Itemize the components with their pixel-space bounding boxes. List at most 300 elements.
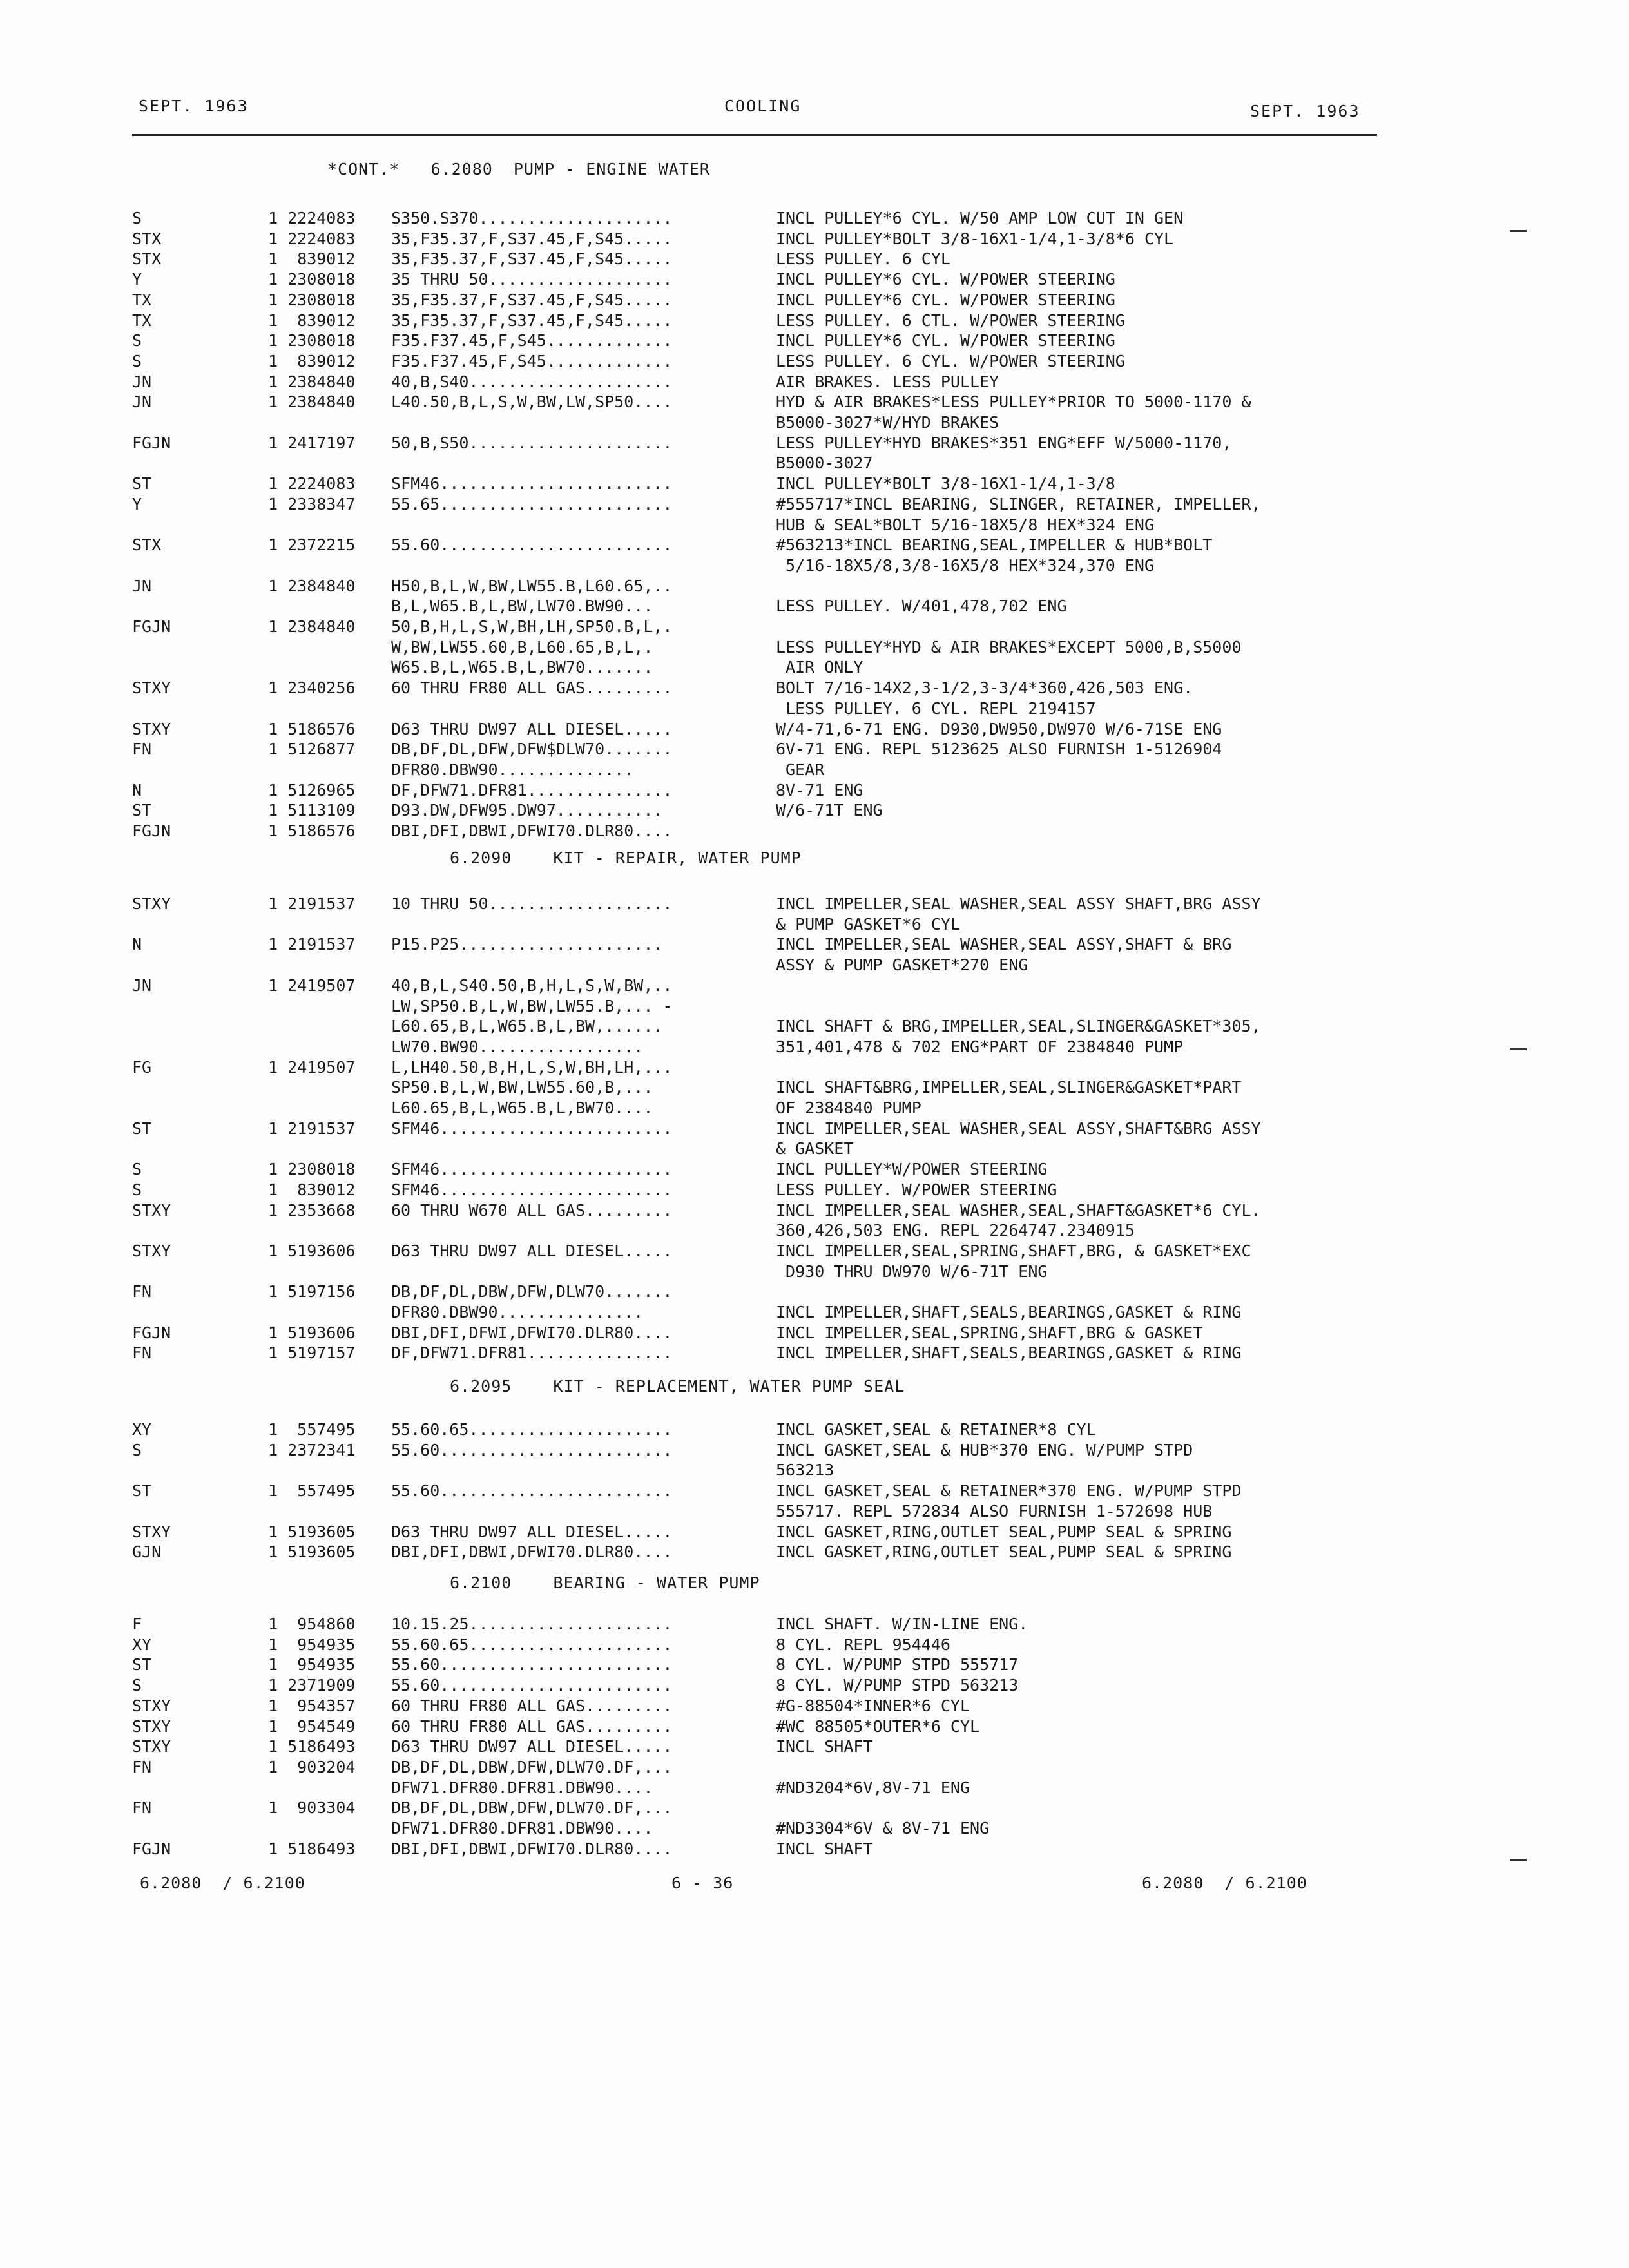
table-row [132,1818,1376,1839]
usage-code: FGJN [132,1323,171,1342]
part-number: 1 2191537 [268,894,356,913]
description: INCL IMPELLER,SEAL WASHER,SEAL ASSY,SHAFT & BRG [776,935,1232,954]
usage-code: XY [132,1420,152,1439]
model-range: 55.60.65..................... [391,1420,673,1439]
description: W/6-71T ENG [776,801,883,820]
model-range: DF,DFW71.DFR81............... [391,1343,673,1362]
model-range: L40.50,B,L,S,W,BW,LW,SP50.... [391,392,673,411]
description: ASSY & PUMP GASKET*270 ENG [776,956,1028,974]
model-range: D63 THRU DW97 ALL DIESEL..... [391,720,673,738]
table-row [132,1180,1376,1200]
part-number: 1 839012 [268,352,356,370]
usage-code: ST [132,801,152,820]
usage-code: N [132,781,142,800]
part-number: 1 2371909 [268,1676,356,1695]
part-number: 1 2340256 [268,678,356,697]
part-number: 1 5186576 [268,822,356,840]
part-number: 1 2372341 [268,1441,356,1459]
description: 5/16-18X5/8,3/8-16X5/8 HEX*324,370 ENG [776,556,1154,575]
part-number: 1 5193605 [268,1523,356,1541]
table-row [132,1119,1376,1139]
table-row [132,208,1376,229]
model-range: 55.60........................ [391,1655,673,1674]
part-number: 1 5126877 [268,740,356,758]
description: B5000-3027*W/HYD BRAKES [776,413,999,432]
table-row [132,1098,1376,1119]
description: GEAR [776,760,825,779]
table-row [132,1343,1376,1363]
model-range: 60 THRU FR80 ALL GAS......... [391,678,673,697]
part-number: 1 2417197 [268,434,356,452]
part-number: 1 2191537 [268,935,356,954]
part-number: 1 2419507 [268,1058,356,1077]
description: INCL SHAFT&BRG,IMPELLER,SEAL,SLINGER&GASKET*PART [776,1078,1242,1097]
model-range: DBI,DFI,DBWI,DFWI70.DLR80.... [391,1840,673,1858]
model-range: L60.65,B,L,W65.B,L,BW,...... [391,1017,663,1035]
model-range: D63 THRU DW97 ALL DIESEL..... [391,1737,673,1756]
description: #ND3204*6V,8V-71 ENG [776,1778,970,1797]
description: INCL SHAFT. W/IN-LINE ENG. [776,1615,1028,1633]
description: & GASKET [776,1139,854,1158]
description: INCL IMPELLER,SEAL WASHER,SEAL,SHAFT&GASKET*6 CYL. [776,1201,1261,1220]
table-row [132,474,1376,494]
description: 351,401,478 & 702 ENG*PART OF 2384840 PUMP [776,1037,1184,1056]
usage-code: STXY [132,678,171,697]
part-number: 1 954935 [268,1655,356,1674]
footer-page-number: 6 - 36 [671,1874,734,1892]
model-range: 10 THRU 50................... [391,894,673,913]
part-number: 1 2224083 [268,474,356,493]
table-row [132,1481,1376,1501]
model-range: 55.60........................ [391,535,673,554]
usage-code: JN [132,392,152,411]
usage-code: FN [132,740,152,758]
model-range: 55.65........................ [391,495,673,514]
table-row [132,1220,1376,1241]
part-number: 1 2353668 [268,1201,356,1220]
part-number: 1 2338347 [268,495,356,514]
model-range: 35,F35.37,F,S37.45,F,S45..... [391,249,673,268]
footer-right: 6.2080 / 6.2100 [1142,1874,1307,1892]
usage-code: FGJN [132,434,171,452]
part-number: 1 5193606 [268,1242,356,1260]
model-range: DBI,DFI,DBWI,DFWI70.DLR80.... [391,1542,673,1561]
model-range: DB,DF,DL,DBW,DFW,DLW70....... [391,1282,673,1301]
usage-code: JN [132,577,152,595]
part-number: 1 903204 [268,1758,356,1776]
model-range: SP50.B,L,W,BW,LW55.60,B,... [391,1078,653,1097]
usage-code: FN [132,1343,152,1362]
table-row [132,433,1376,454]
description: INCL PULLEY*6 CYL. W/POWER STEERING [776,270,1115,289]
margin-dash-mark [1510,1048,1527,1050]
part-number: 1 2384840 [268,617,356,636]
model-range: SFM46........................ [391,1180,673,1199]
description: 8 CYL. REPL 954446 [776,1635,950,1654]
model-range: 10.15.25..................... [391,1615,673,1633]
part-number: 1 2384840 [268,577,356,595]
description: INCL IMPELLER,SEAL WASHER,SEAL ASSY SHAFT,BRG ASSY [776,894,1261,913]
description: LESS PULLEY*HYD & AIR BRAKES*EXCEPT 5000,B,S5000 [776,638,1242,657]
usage-code: S [132,1160,142,1178]
table-row [132,1696,1376,1716]
table-row [132,739,1376,760]
description: 6V-71 ENG. REPL 5123625 ALSO FURNISH 1-5126904 [776,740,1222,758]
table-row [132,229,1376,249]
usage-code: STXY [132,1201,171,1220]
usage-code: XY [132,1635,152,1654]
usage-code: ST [132,1655,152,1674]
description: #563213*INCL BEARING,SEAL,IMPELLER & HUB*BOLT [776,535,1213,554]
table-row [132,249,1376,269]
table-row [132,290,1376,311]
model-range: 35,F35.37,F,S37.45,F,S45..... [391,311,673,330]
usage-code: S [132,1676,142,1695]
model-range: 55.60........................ [391,1481,673,1500]
table-row [132,555,1376,576]
usage-code: STXY [132,1242,171,1260]
table-row [132,1440,1376,1461]
table-row [132,955,1376,975]
description: INCL GASKET,SEAL & HUB*370 ENG. W/PUMP STPD [776,1441,1193,1459]
usage-code: S [132,352,142,370]
usage-code: F [132,1615,142,1633]
table-row [132,1778,1376,1798]
description: INCL IMPELLER,SEAL,SPRING,SHAFT,BRG & GASKET [776,1323,1203,1342]
table-row [132,331,1376,351]
usage-code: FGJN [132,822,171,840]
table-row [132,1460,1376,1481]
usage-code: STX [132,249,162,268]
model-range: W65.B,L,W65.B,L,BW70....... [391,658,653,677]
table-row [132,1262,1376,1282]
part-number: 1 954357 [268,1696,356,1715]
table-row [132,1614,1376,1635]
description: D930 THRU DW970 W/6-71T ENG [776,1262,1048,1281]
model-range: DFR80.DBW90............... [391,1303,644,1321]
usage-code: FN [132,1758,152,1776]
model-range: 55.60........................ [391,1441,673,1459]
model-range: 55.60.65..................... [391,1635,673,1654]
table-row [132,1419,1376,1440]
usage-code: STX [132,535,162,554]
table-row [132,1016,1376,1037]
model-range: W,BW,LW55.60,B,L60.65,B,L,. [391,638,653,657]
model-range: DB,DF,DL,DBW,DFW,DLW70.DF,... [391,1798,673,1817]
model-range: 35,F35.37,F,S37.45,F,S45..... [391,291,673,309]
description: HYD & AIR BRAKES*LESS PULLEY*PRIOR TO 5000-1170 & [776,392,1251,411]
section-heading: 6.2100 BEARING - WATER PUMP [450,1573,760,1592]
table-row [132,1159,1376,1180]
usage-code: STXY [132,1523,171,1541]
description: & PUMP GASKET*6 CYL [776,915,960,934]
table-row [132,800,1376,821]
part-number: 1 5113109 [268,801,356,820]
part-number: 1 2308018 [268,291,356,309]
usage-code: TX [132,311,152,330]
description: LESS PULLEY. 6 CYL [776,249,950,268]
table-row [132,1757,1376,1778]
table-row [132,269,1376,290]
description: AIR BRAKES. LESS PULLEY [776,372,999,391]
model-range: F35.F37.45,F,S45............. [391,352,673,370]
usage-code: ST [132,474,152,493]
part-number: 1 2372215 [268,535,356,554]
part-number: 1 954935 [268,1635,356,1654]
model-range: 50,B,S50..................... [391,434,673,452]
model-range: 55.60........................ [391,1676,673,1695]
description: INCL PULLEY*6 CYL. W/50 AMP LOW CUT IN GEN [776,209,1184,227]
description: 555717. REPL 572834 ALSO FURNISH 1-572698 HUB [776,1502,1213,1521]
usage-code: STXY [132,1717,171,1736]
part-number: 1 2308018 [268,331,356,350]
usage-code: STX [132,229,162,248]
table-row [132,1798,1376,1818]
part-number: 1 5126965 [268,781,356,800]
description: INCL PULLEY*BOLT 3/8-16X1-1/4,1-3/8*6 CYL [776,229,1174,248]
header-rule [132,134,1377,136]
description: INCL IMPELLER,SHAFT,SEALS,BEARINGS,GASKET & RING [776,1303,1242,1321]
model-range: DBI,DFI,DFWI,DFWI70.DLR80.... [391,1323,673,1342]
part-number: 1 903304 [268,1798,356,1817]
description: INCL SHAFT & BRG,IMPELLER,SEAL,SLINGER&GASKET*305, [776,1017,1261,1035]
table-row [132,351,1376,372]
usage-code: S [132,1180,142,1199]
description: INCL GASKET,SEAL & RETAINER*8 CYL [776,1420,1096,1439]
part-number: 1 2224083 [268,209,356,227]
table-row [132,494,1376,515]
description: HUB & SEAL*BOLT 5/16-18X5/8 HEX*324 ENG [776,515,1154,534]
part-number: 1 2191537 [268,1119,356,1138]
description: OF 2384840 PUMP [776,1099,921,1117]
model-range: D63 THRU DW97 ALL DIESEL..... [391,1523,673,1541]
table-row [132,657,1376,678]
table-row [132,914,1376,935]
table-row [132,1675,1376,1696]
part-number: 1 954549 [268,1717,356,1736]
description: LESS PULLEY. 6 CTL. W/POWER STEERING [776,311,1125,330]
model-range: DB,DF,DL,DBW,DFW,DLW70.DF,... [391,1758,673,1776]
description: LESS PULLEY. W/401,478,702 ENG [776,597,1067,615]
table-row [132,412,1376,433]
part-number: 1 5186576 [268,720,356,738]
usage-code: STXY [132,894,171,913]
table-row [132,535,1376,555]
part-number: 1 5186493 [268,1737,356,1756]
description: LESS PULLEY. W/POWER STEERING [776,1180,1057,1199]
table-row [132,894,1376,914]
description: INCL IMPELLER,SEAL,SPRING,SHAFT,BRG, & GASKET*EXC [776,1242,1251,1260]
description: INCL PULLEY*6 CYL. W/POWER STEERING [776,291,1115,309]
table-row [132,1522,1376,1542]
header-title: COOLING [724,97,802,115]
table-row [132,1655,1376,1675]
description: LESS PULLEY*HYD BRAKES*351 ENG*EFF W/5000-1170, [776,434,1232,452]
description: BOLT 7/16-14X2,3-1/2,3-3/4*360,426,503 ENG. [776,678,1193,697]
usage-code: S [132,1441,142,1459]
model-range: L60.65,B,L,W65.B,L,BW70.... [391,1099,653,1117]
table-row [132,372,1376,392]
model-range: SFM46........................ [391,474,673,493]
description: INCL GASKET,RING,OUTLET SEAL,PUMP SEAL & SPRING [776,1523,1232,1541]
model-range: 60 THRU FR80 ALL GAS......... [391,1696,673,1715]
description: INCL GASKET,RING,OUTLET SEAL,PUMP SEAL & SPRING [776,1542,1232,1561]
table-row [132,1139,1376,1159]
usage-code: S [132,331,142,350]
table-row [132,1282,1376,1302]
usage-code: STXY [132,1696,171,1715]
table-row [132,453,1376,474]
model-range: 40,B,L,S40.50,B,H,L,S,W,BW,.. [391,976,673,995]
header-right-date: SEPT. 1963 [1250,102,1360,120]
description: #ND3304*6V & 8V-71 ENG [776,1819,990,1838]
table-row [132,1077,1376,1098]
table-row [132,576,1376,597]
part-number: 1 839012 [268,311,356,330]
model-range: D63 THRU DW97 ALL DIESEL..... [391,1242,673,1260]
table-row [132,1716,1376,1737]
model-range: DFR80.DBW90.............. [391,760,634,779]
part-number: 1 5197157 [268,1343,356,1362]
description: 8V-71 ENG [776,781,863,800]
usage-code: FG [132,1058,152,1077]
description: INCL PULLEY*W/POWER STEERING [776,1160,1048,1178]
table-row [132,1839,1376,1860]
part-number: 1 2308018 [268,1160,356,1178]
description: LESS PULLEY. 6 CYL. REPL 2194157 [776,699,1096,718]
table-row [132,1635,1376,1655]
part-number: 1 2308018 [268,270,356,289]
usage-code: FN [132,1282,152,1301]
table-row [132,1241,1376,1262]
usage-code: FGJN [132,617,171,636]
model-range: D93.DW,DFW95.DW97........... [391,801,663,820]
section-heading: 6.2090 KIT - REPAIR, WATER PUMP [450,849,802,867]
model-range: P15.P25..................... [391,935,663,954]
table-row [132,311,1376,331]
usage-code: ST [132,1481,152,1500]
header-left-date: SEPT. 1963 [139,97,249,115]
part-number: 1 2419507 [268,976,356,995]
usage-code: Y [132,270,142,289]
usage-code: ST [132,1119,152,1138]
part-number: 1 557495 [268,1481,356,1500]
table-row [132,934,1376,955]
description: INCL PULLEY*6 CYL. W/POWER STEERING [776,331,1115,350]
model-range: 60 THRU W670 ALL GAS......... [391,1201,673,1220]
model-range: LW,SP50.B,L,W,BW,LW55.B,... - [391,997,673,1015]
table-row [132,1323,1376,1343]
footer-left: 6.2080 / 6.2100 [140,1874,305,1892]
table-row [132,996,1376,1017]
model-range: DBI,DFI,DBWI,DFWI70.DLR80.... [391,822,673,840]
usage-code: GJN [132,1542,162,1561]
part-number: 1 2384840 [268,372,356,391]
table-row [132,1302,1376,1323]
model-range: F35.F37.45,F,S45............. [391,331,673,350]
description: LESS PULLEY. 6 CYL. W/POWER STEERING [776,352,1125,370]
model-range: 60 THRU FR80 ALL GAS......... [391,1717,673,1736]
model-range: B,L,W65.B,L,BW,LW70.BW90... [391,597,653,615]
usage-code: S [132,209,142,227]
model-range: DF,DFW71.DFR81............... [391,781,673,800]
usage-code: FN [132,1798,152,1817]
description: #G-88504*INNER*6 CYL [776,1696,970,1715]
usage-code: JN [132,976,152,995]
table-row [132,719,1376,740]
part-number: 1 5197156 [268,1282,356,1301]
description: 563213 [776,1461,834,1479]
model-range: DFW71.DFR80.DFR81.DBW90.... [391,1819,653,1838]
usage-code: Y [132,495,142,514]
model-range: L,LH40.50,B,H,L,S,W,BH,LH,... [391,1058,673,1077]
model-range: DFW71.DFR80.DFR81.DBW90.... [391,1778,653,1797]
table-row [132,760,1376,780]
part-number: 1 2224083 [268,229,356,248]
part-number: 1 2384840 [268,392,356,411]
part-number: 1 839012 [268,1180,356,1199]
table-row [132,617,1376,637]
model-range: 50,B,H,L,S,W,BH,LH,SP50.B,L,. [391,617,673,636]
model-range: 35 THRU 50................... [391,270,673,289]
section-heading: 6.2095 KIT - REPLACEMENT, WATER PUMP SEAL [450,1377,905,1396]
table-row [132,392,1376,412]
description: INCL SHAFT [776,1840,873,1858]
usage-code: JN [132,372,152,391]
table-row [132,698,1376,719]
description: #555717*INCL BEARING, SLINGER, RETAINER, IMPELLER, [776,495,1261,514]
description: #WC 88505*OUTER*6 CYL [776,1717,980,1736]
table-row [132,780,1376,801]
model-range: 35,F35.37,F,S37.45,F,S45..... [391,229,673,248]
margin-dash-mark [1510,1859,1527,1861]
table-row [132,975,1376,996]
description: INCL PULLEY*BOLT 3/8-16X1-1/4,1-3/8 [776,474,1115,493]
model-range: LW70.BW90................. [391,1037,644,1056]
description: 8 CYL. W/PUMP STPD 563213 [776,1676,1019,1695]
section-heading: *CONT.* 6.2080 PUMP - ENGINE WATER [327,160,710,178]
part-number: 1 954860 [268,1615,356,1633]
part-number: 1 5193605 [268,1542,356,1561]
table-row [132,637,1376,658]
table-row [132,1542,1376,1562]
part-number: 1 5193606 [268,1323,356,1342]
description: B5000-3027 [776,454,873,472]
part-number: 1 839012 [268,249,356,268]
usage-code: STXY [132,720,171,738]
model-range: H50,B,L,W,BW,LW55.B,L60.65,.. [391,577,673,595]
table-row [132,1057,1376,1078]
table-row [132,515,1376,535]
description: 360,426,503 ENG. REPL 2264747.2340915 [776,1221,1135,1240]
description: INCL IMPELLER,SEAL WASHER,SEAL ASSY,SHAFT&BRG ASSY [776,1119,1261,1138]
usage-code: N [132,935,142,954]
margin-dash-mark [1510,230,1527,232]
description: INCL GASKET,SEAL & RETAINER*370 ENG. W/PUMP STPD [776,1481,1242,1500]
description: INCL SHAFT [776,1737,873,1756]
model-range: SFM46........................ [391,1119,673,1138]
table-row [132,596,1376,617]
model-range: 40,B,S40..................... [391,372,673,391]
table-row [132,1037,1376,1057]
model-range: SFM46........................ [391,1160,673,1178]
table-row [132,1501,1376,1522]
model-range: S350.S370.................... [391,209,673,227]
usage-code: FGJN [132,1840,171,1858]
model-range: DB,DF,DL,DFW,DFW$DLW70....... [391,740,673,758]
usage-code: TX [132,291,152,309]
usage-code: STXY [132,1737,171,1756]
